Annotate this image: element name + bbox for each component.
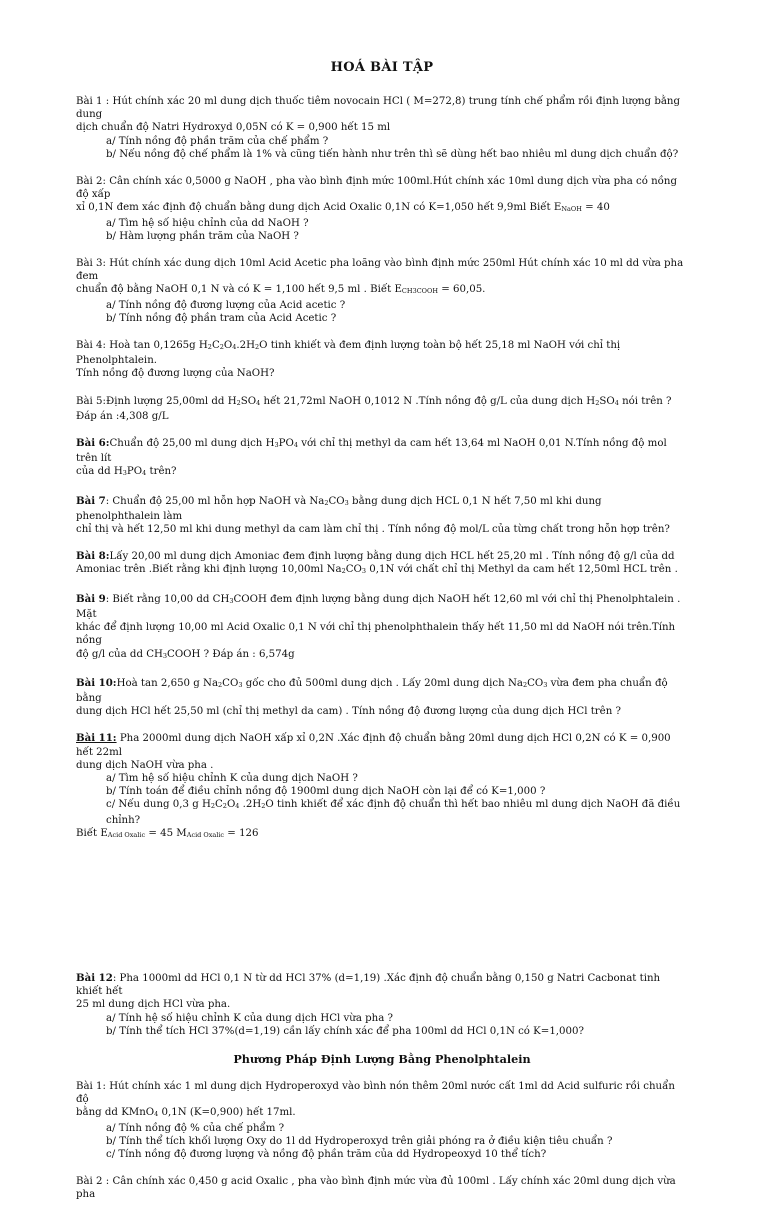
exercise-text: Bài 6:Chuẩn độ 25,00 ml dung dịch H3PO4 với chỉ thị methyl da cam hết 13,64 ml NaOH 0,01 N.Tính nồng độ mol trên lít bbox=[76, 437, 667, 465]
document-page bbox=[76, 60, 688, 1216]
question-a: a/ Tính nồng độ % của chế phẩm ? bbox=[106, 1122, 285, 1134]
exercise-6 bbox=[76, 437, 688, 481]
exercise-text: độ g/l của dd CH3COOH ? Đáp án : 6,574g bbox=[76, 648, 295, 660]
exercise-8 bbox=[76, 550, 688, 578]
exercise-text: Bài 1 : Hút chính xác 20 ml dung dịch thuốc tiêm novocain HCl ( M=272,8) trung tính chế phẩm rồi định lượng bằng dung bbox=[76, 96, 680, 121]
exercise-text: dung dịch NaOH vừa pha . bbox=[76, 759, 214, 771]
exercise-text: Bài 2: Cân chính xác 0,5000 g NaOH , pha vào bình định mức 100ml.Hút chính xác 10ml dung dịch vừa pha có nồng độ xấp bbox=[76, 176, 677, 201]
exercise-3 bbox=[76, 257, 688, 325]
exercise-11 bbox=[76, 732, 688, 842]
question-a: a/ Tính hệ số hiệu chỉnh K của dung dịch HCl vừa pha ? bbox=[106, 1012, 393, 1024]
question-b: b/ Tính thể tích HCl 37%(d=1,19) cần lấy chính xác để pha 100ml dd HCl 0,1N có K=1,000? bbox=[106, 1025, 584, 1037]
question-c: c/ Tính nồng độ đương lượng và nồng độ phần trăm của dd Hydropeoxyd 10 thể tích? bbox=[106, 1148, 547, 1160]
question-a: a/ Tìm hệ số hiệu chỉnh K của dung dịch NaOH ? bbox=[106, 772, 358, 784]
exercise-text: dịch chuẩn độ Natri Hydroxyd 0,05N có K = 0,900 hết 15 ml bbox=[76, 122, 391, 134]
exercise-text: Amoniac trên .Biết rằng khi định lượng 10,00ml Na2CO3 0,1N với chất chỉ thị Methyl da cam hết 12,50ml HCL trên . bbox=[76, 564, 678, 576]
exercise-text: Bài 10:Hoà tan 2,650 g Na2CO3 gốc cho đủ 500ml dung dịch . Lấy 20ml dung dịch Na2CO3 vừa đem pha chuẩn độ bằng bbox=[76, 676, 668, 704]
exercise-text: Bài 4: Hoà tan 0,1265g H2C2O4.2H2O tinh khiết và đem định lượng toàn bộ hết 25,18 ml NaOH với chỉ thị Phenolphtalein. bbox=[76, 340, 621, 367]
exercise-text: Bài 2 : Cân chính xác 0,450 g acid Oxalic , pha vào bình định mức vừa đủ 100ml . Lấy chính xác 20ml dung dịch vừa pha bbox=[76, 1176, 676, 1201]
given-data: Biết EAcid Oxalic = 45 MAcid Oxalic = 126 bbox=[76, 827, 259, 839]
exercise-4 bbox=[76, 339, 688, 381]
exercise-text: chuẩn độ bằng NaOH 0,1 N và có K = 1,100 hết 9,5 ml . Biết ECH3COOH = 60,05. bbox=[76, 284, 486, 296]
question-a: a/ Tìm hệ số hiệu chỉnh của dd NaOH ? bbox=[106, 217, 309, 229]
section2-exercise-1 bbox=[76, 1080, 688, 1161]
exercise-text: Bài 11: Pha 2000ml dung dịch NaOH xấp xỉ 0,2N .Xác định độ chuẩn bằng 20ml dung dịch HCl 0,2N có K = 0,900 hết 22ml bbox=[76, 732, 671, 758]
exercise-9 bbox=[76, 593, 688, 663]
exercise-text: 25 ml dung dịch HCl vừa pha. bbox=[76, 999, 231, 1011]
question-c: c/ Nếu dung 0,3 g H2C2O4 .2H2O tinh khiết để xác định độ chuẩn thì hết bao nhiêu ml dung dịch NaOH đã điều chỉnh? bbox=[106, 799, 681, 826]
exercise-7 bbox=[76, 495, 688, 537]
exercise-text: Bài 8:Lấy 20,00 ml dung dịch Amoniac đem định lượng bằng dung dịch HCL hết 25,20 ml . Tính nồng độ g/l của dd bbox=[76, 550, 675, 563]
section-heading: Phương Pháp Định Lượng Bằng Phenolphtalein bbox=[233, 1051, 531, 1066]
exercise-2 bbox=[76, 175, 688, 243]
exercise-text: xỉ 0,1N đem xác định độ chuẩn bằng dung dịch Acid Oxalic 0,1N có K=1,050 hết 9,9ml Biết ENaOH = 40 bbox=[76, 202, 610, 214]
exercise-1 bbox=[76, 95, 688, 161]
exercise-5 bbox=[76, 395, 688, 423]
blank-space bbox=[76, 856, 688, 972]
question-b: b/ Hàm lượng phần trăm của NaOH ? bbox=[106, 230, 299, 242]
section2-exercise-2 bbox=[76, 1175, 688, 1201]
exercise-text: của dd H3PO4 trên? bbox=[76, 466, 177, 478]
exercise-text: Bài 9: Biết rằng 10,00 dd CH3COOH đem định lượng bằng dung dịch NaOH hết 12,60 ml với chỉ thị Phenolphtalein . Mặt bbox=[76, 592, 681, 620]
exercise-text: Bài 1: Hút chính xác 1 ml dung dịch Hydroperoxyd vào bình nón thêm 20ml nước cất 1ml dd Acid sulfuric rồi chuẩn độ bbox=[76, 1080, 675, 1106]
question-b: b/ Tính nồng độ phần tram của Acid Acetic ? bbox=[106, 312, 337, 324]
exercise-text: Bài 3: Hút chính xác dung dịch 10ml Acid Acetic pha loãng vào bình định mức 250ml Hút chính xác 10 ml dd vừa pha đem bbox=[76, 258, 684, 283]
exercise-12 bbox=[76, 972, 688, 1038]
exercise-text: dung dịch HCl hết 25,50 ml (chỉ thị methyl da cam) . Tính nồng độ đương lượng của dung dịch HCl trên ? bbox=[76, 706, 621, 718]
question-b: b/ Tính toán để điều chỉnh nồng độ 1900ml dung dịch NaOH còn lại để có K=1,000 ? bbox=[106, 786, 546, 798]
exercise-text: Bài 12: Pha 1000ml dd HCl 0,1 N từ dd HCl 37% (d=1,19) .Xác định độ chuẩn bằng 0,150 g Natri Cacbonat tinh khiết hết bbox=[76, 971, 661, 998]
exercise-text: chỉ thị và hết 12,50 ml khi dung methyl da cam làm chỉ thị . Tính nồng độ mol/L của từng chất trong hỗn hợp trên? bbox=[76, 524, 670, 536]
exercise-text: khác để định lượng 10,00 ml Acid Oxalic 0,1 N với chỉ thị phenolphthalein thấy hết 11,50 ml dd NaOH nói trên.Tính nồng bbox=[76, 622, 676, 647]
exercise-10 bbox=[76, 677, 688, 719]
question-a: a/ Tính nồng độ phần trăm của chế phẩm ? bbox=[106, 135, 329, 147]
answer-text: Đáp án :4,308 g/L bbox=[76, 410, 169, 422]
question-a: a/ Tính nồng độ đương lượng của Acid acetic ? bbox=[106, 299, 346, 311]
page-title: HOÁ BÀI TẬP bbox=[330, 60, 434, 75]
exercise-text: bằng dd KMnO4 0,1N (K=0,900) hết 17ml. bbox=[76, 1107, 296, 1119]
exercise-text: Tính nồng độ đương lượng của NaOH? bbox=[76, 368, 275, 380]
exercise-text: Bài 5:Định lượng 25,00ml dd H2SO4 hết 21,72ml NaOH 0,1012 N .Tính nồng độ g/L của dung dịch H2SO4 nói trên ? bbox=[76, 395, 672, 407]
question-b: b/ Tính thể tích khối lượng Oxy do 1l dd Hydroperoxyd trên giải phóng ra ở điều kiện tiêu chuẩn ? bbox=[106, 1135, 613, 1147]
exercise-text: Bài 7: Chuẩn độ 25,00 ml hỗn hợp NaOH và Na2CO3 bằng dung dịch HCL 0,1 N hết 7,50 ml khi dung phenolphthalein làm bbox=[76, 494, 602, 522]
question-b: b/ Nếu nồng độ chế phẩm là 1% và cũng tiến hành như trên thì sẽ dùng hết bao nhiêu ml dung dịch chuẩn độ? bbox=[106, 148, 679, 160]
